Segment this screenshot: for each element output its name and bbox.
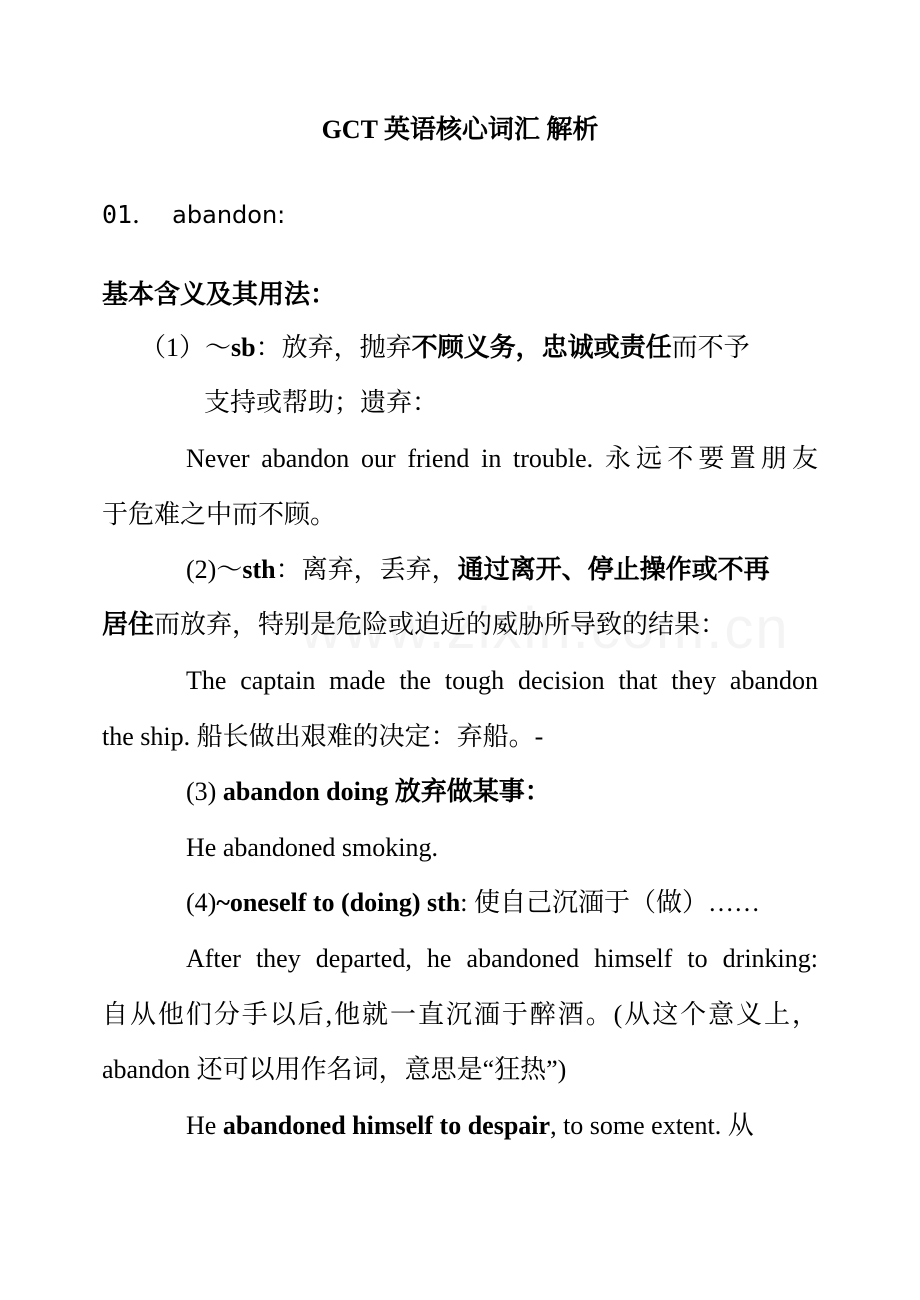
example-5-prefix: He: [186, 1111, 223, 1140]
sense-2-pattern: sth: [242, 555, 276, 584]
sense-2-line-2: [102, 605, 726, 645]
sense-1-gloss-a: 放弃，抛弃: [281, 333, 412, 362]
sense-2-gloss-b: 而放弃，特别是危险或迫近的威胁所导致的结果：: [154, 610, 727, 639]
sense-1-line-2: 支持或帮助；遗弃：: [204, 388, 439, 417]
sense-4-gloss: : 使自己沉湎于（做）……: [460, 888, 760, 917]
example-5-bold: abandoned himself to despair: [222, 1111, 551, 1140]
example-4-line-2: 自从他们分手以后,他就一直沉湎于醉酒。(从这个意义上，: [102, 1000, 818, 1029]
example-3-line: He abandoned smoking.: [186, 833, 439, 862]
example-4-line-3: abandon 还可以用作名词，意思是“狂热”): [102, 1055, 567, 1084]
sense-2-gloss-bold-2: 居住: [102, 610, 155, 639]
example-5-line-1: [186, 1106, 754, 1146]
sense-1-gloss-bold: 不顾义务，忠诚或责任: [411, 333, 672, 362]
sense-2-line-1: [186, 550, 770, 590]
sense-3-pattern: abandon doing 放弃做某事：: [222, 777, 551, 806]
example-2-line-2: the ship. 船长做出艰难的决定：弃船。-: [102, 722, 544, 751]
sense-4-marker: (4): [186, 888, 217, 917]
sense-1-marker: （1）～: [140, 333, 232, 362]
sense-2-colon: ：: [275, 555, 302, 584]
entry-heading: [102, 195, 285, 235]
example-1-line-1: Never abandon our friend in trouble. 永远不要置朋友: [186, 444, 818, 473]
sense-4-pattern: ~oneself to (doing) sth: [216, 888, 461, 917]
entry-word: abandon:: [172, 201, 286, 229]
sense-1-gloss-b: 而不予: [671, 333, 750, 362]
sense-1-line-1: [140, 328, 750, 368]
example-5-suffix: , to some extent. 从: [550, 1111, 754, 1140]
sense-1-colon: ：: [255, 333, 282, 362]
example-4-line-1: After they departed, he abandoned himself to drinking:: [186, 944, 818, 973]
sense-4-line: [186, 883, 760, 923]
sense-1-pattern: sb: [231, 333, 256, 362]
sense-2-gloss-a: 离弃，丢弃，: [301, 555, 458, 584]
page-title: GCT 英语核心词汇 解析: [321, 115, 599, 144]
sense-3-line: [186, 772, 551, 812]
example-2-line-1: The captain made the tough decision that they abandon: [186, 666, 818, 695]
sense-2-marker: (2)～: [186, 555, 243, 584]
example-1-line-2: 于危难之中而不顾。: [102, 500, 337, 529]
section-heading: 基本含义及其用法：: [102, 280, 337, 309]
sense-3-marker: (3): [186, 777, 223, 806]
entry-number: 01．: [102, 200, 158, 229]
sense-2-gloss-bold-1: 通过离开、停止操作或不再: [457, 555, 770, 584]
